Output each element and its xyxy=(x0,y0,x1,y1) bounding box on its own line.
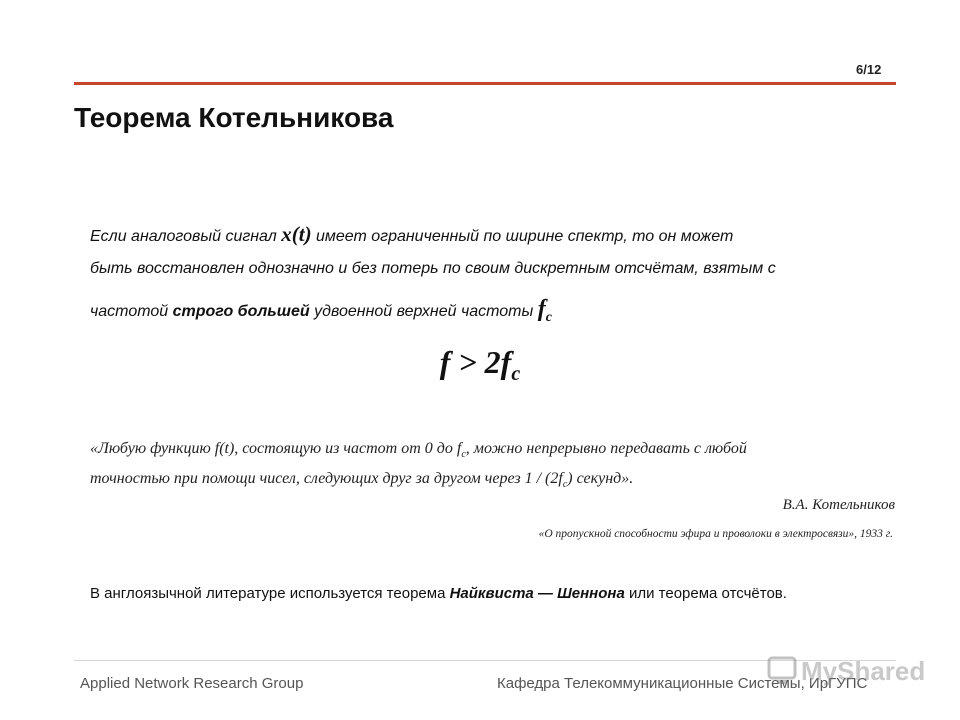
watermark-stand xyxy=(777,680,787,684)
signal-symbol: x(t) xyxy=(281,222,312,246)
footer-department: Кафедра Телекоммуникационные Системы, ИрГУПС xyxy=(497,675,868,692)
watermark-monitor-icon xyxy=(769,658,795,678)
watermark-text: MyShared xyxy=(801,656,926,686)
note-emphasis: Найквиста — Шеннона xyxy=(449,585,625,602)
theorem-text: Если аналоговый сигнал xyxy=(90,228,282,245)
formula-subscript: c xyxy=(511,363,521,385)
formula-main: f > 2f xyxy=(439,344,512,380)
theorem-text: удвоенной верхней частоты xyxy=(309,303,538,320)
theorem-line-3 xyxy=(90,296,890,323)
theorem-text: быть восстановлен однозначно и без потерь по своим дискретным отсчётам, взятым с xyxy=(90,260,776,277)
page-title: Теорема Котельникова xyxy=(74,102,394,133)
quote-author: В.А. Котельников xyxy=(782,497,895,513)
quote-text: точностью при помощи чисел, следующих друг за другом через 1 / (2f xyxy=(90,470,563,487)
quote-source: «О пропускной способности эфира и проволоки в электросвязи», 1933 г. xyxy=(538,528,893,540)
quote-subscript: c xyxy=(461,449,466,460)
quote-text: ) секунд». xyxy=(567,470,634,487)
frequency-subscript: c xyxy=(545,310,552,325)
quote-subscript: c xyxy=(562,479,568,490)
header-rule xyxy=(74,82,896,85)
quote-text: «Любую функцию f(t), состоящую из частот от 0 до f xyxy=(90,440,462,457)
literature-note xyxy=(90,585,910,602)
sampling-formula xyxy=(0,344,960,385)
watermark-logo xyxy=(765,652,935,692)
theorem-line-1 xyxy=(90,222,890,247)
quote-line-2 xyxy=(90,470,890,488)
note-text: или теорема отсчётов. xyxy=(624,585,787,602)
note-text: В англоязычной литературе используется теорема xyxy=(90,585,450,602)
frequency-symbol: f xyxy=(537,296,546,322)
theorem-line-2 xyxy=(90,260,890,278)
theorem-text: частотой xyxy=(90,303,173,320)
quote-text: , можно непрерывно передавать с любой xyxy=(465,440,747,457)
footer-group-name: Applied Network Research Group xyxy=(80,675,304,692)
theorem-text: имеет ограниченный по ширине спектр, то он может xyxy=(311,228,734,245)
quote-line-1 xyxy=(90,440,890,458)
page-number: 6/12 xyxy=(856,62,882,77)
theorem-emphasis: строго большей xyxy=(172,303,310,320)
